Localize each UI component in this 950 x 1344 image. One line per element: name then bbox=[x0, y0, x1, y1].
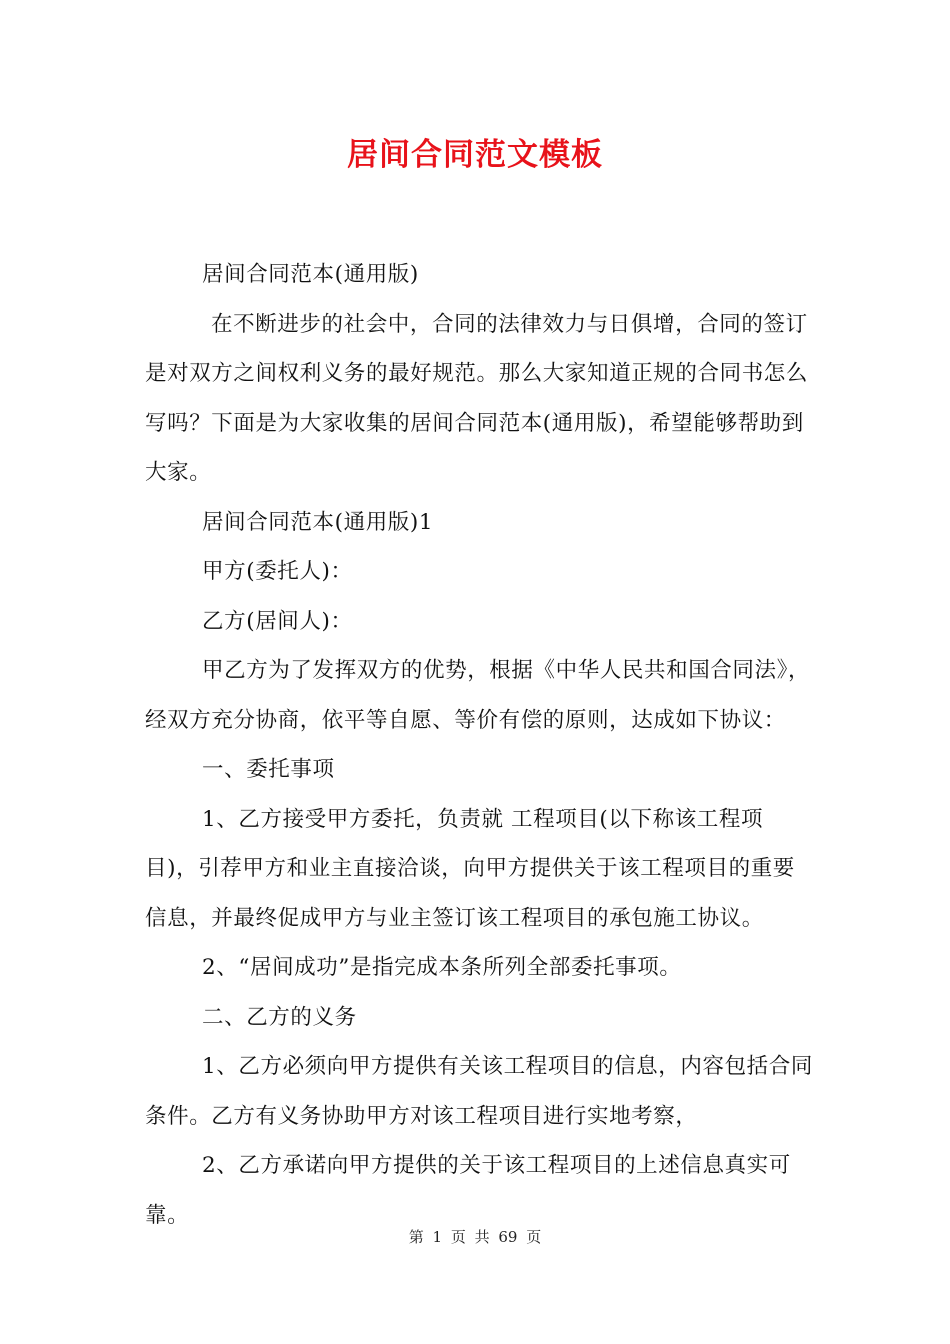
paragraph-clause-heading-2: 二、乙方的义务 bbox=[202, 1004, 357, 1030]
paragraph-clause-2-1: 1、乙方必须向甲方提供有关该工程项目的信息，内容包括合同条件。乙方有义务协助甲方对该工程项目进行实地考察， bbox=[145, 1054, 813, 1129]
paragraph-intro: 在不断进步的社会中，合同的法律效力与日俱增，合同的签订是对双方之间权利义务的最好规范。那么大家知道正规的合同书怎么写吗？下面是为大家收集的居间合同范本(通用版)，希望能够帮助到大家。 bbox=[145, 311, 809, 485]
paragraph-subtitle: 居间合同范本(通用版) bbox=[202, 262, 419, 287]
document-title: 居间合同范文模板 bbox=[347, 136, 603, 173]
paragraph-clause-heading-1: 一、委托事项 bbox=[202, 757, 335, 782]
paragraph-clause-1-1: 1、乙方接受甲方委托，负责就 工程项目(以下称该工程项目)，引荐甲方和业主直接洽谈，向甲方提供关于该工程项目的重要信息，并最终促成甲方与业主签订该工程项目的承包施工协议。 bbox=[145, 806, 795, 931]
paragraph-party-b: 乙方(居间人)： bbox=[202, 608, 353, 634]
document-body bbox=[145, 250, 815, 1240]
page-number: 第 1 页 共 69 页 bbox=[408, 1228, 542, 1246]
paragraph-clause-2-2: 2、乙方承诺向甲方提供的关于该工程项目的上述信息真实可靠。 bbox=[145, 1153, 791, 1228]
paragraph-clause-1-2: 2、“居间成功”是指完成本条所列全部委托事项。 bbox=[202, 955, 682, 980]
paragraph-agreement-basis: 甲乙方为了发挥双方的优势，根据《中华人民共和国合同法》，经双方充分协商，依平等自愿、等价有偿的原则，达成如下协议： bbox=[145, 658, 811, 733]
paragraph-section-heading: 居间合同范本(通用版)1 bbox=[202, 509, 434, 535]
paragraph-party-a: 甲方(委托人)： bbox=[202, 559, 353, 584]
